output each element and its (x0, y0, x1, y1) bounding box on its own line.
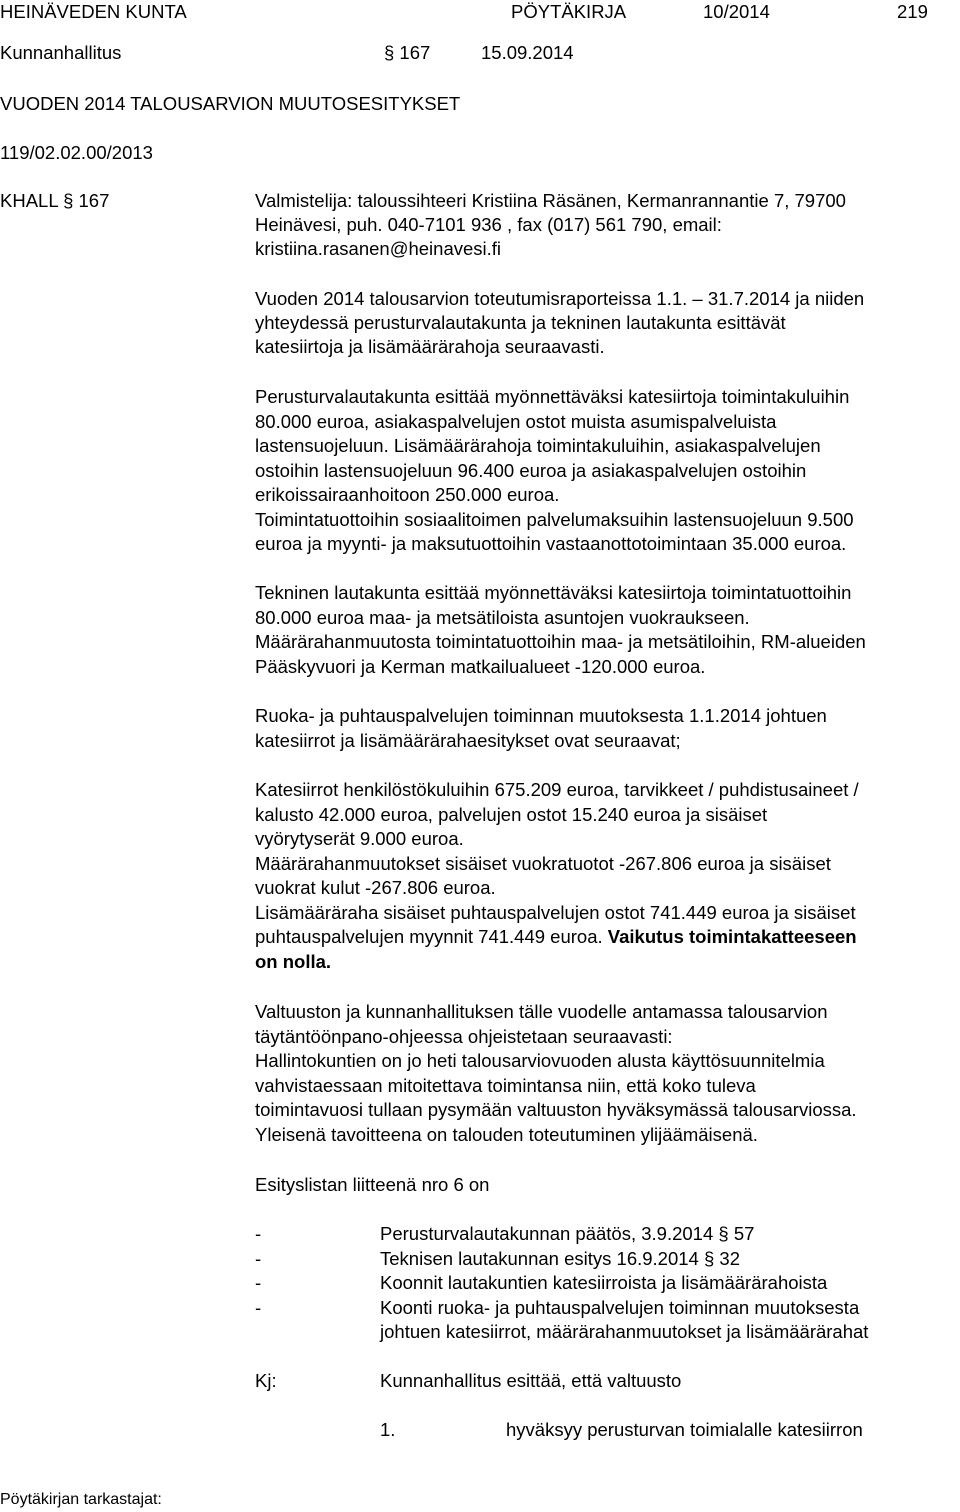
municipality-name: HEINÄVEDEN KUNTA (0, 1, 187, 22)
committee-name: Kunnanhallitus (0, 42, 122, 63)
text-line: Perusturvalautakunta esittää myönnettäväksi katesiirtoja toimintakuluihin (255, 386, 850, 407)
text-line: Lisämääräraha sisäiset puhtauspalvelujen ostot 741.449 euroa ja sisäiset (255, 901, 856, 923)
proposal-item-text: hyväksyy perusturvan toimialalle katesiirron (506, 1419, 863, 1440)
section-label: KHALL § 167 (0, 190, 110, 211)
text-line: Vuoden 2014 talousarvion toteutumisraporteissa 1.1. – 31.7.2014 ja niiden (255, 288, 865, 309)
text-line: 80.000 euroa maa- ja metsätiloista asuntojen vuokraukseen. (255, 606, 750, 628)
preparer-line: Heinävesi, puh. 040-7101 936 , fax (017) 561 790, email: (255, 214, 722, 235)
text-line: Määrärahanmuutokset sisäiset vuokratuotot -267.806 euroa ja sisäiset (255, 852, 831, 874)
section-number: § 167 (384, 42, 431, 63)
page-number: 219 (897, 1, 928, 22)
list-bullet: - (255, 1247, 262, 1269)
text-line: katesiirrot ja lisämäärärahaesitykset ovat seuraavat; (255, 729, 681, 751)
footer-reviewers: Pöytäkirjan tarkastajat: (0, 1491, 162, 1508)
list-bullet: - (255, 1223, 262, 1244)
text-line: Toimintatuottoihin sosiaalitoimen palvelumaksuihin lastensuojeluun 9.500 (255, 508, 854, 530)
text-line: yhteydessä perusturvalautakunta ja tekninen lautakunta esittävät (255, 312, 786, 333)
meeting-date: 15.09.2014 (481, 42, 574, 63)
text-line: vahvistaessaan mitoitettava toimintansa niin, että koko tuleva (255, 1074, 756, 1096)
record-id: 119/02.02.00/2013 (0, 142, 153, 163)
proposal-text: Kunnanhallitus esittää, että valtuusto (380, 1370, 682, 1391)
text-line: toimintavuosi tullaan pysymään valtuuston hyväksymässä talousarviossa. (255, 1099, 857, 1120)
text-emphasis: on nolla. (255, 950, 332, 972)
text-line: vyörytyserät 9.000 euroa. (255, 828, 464, 849)
doc-number: 10/2014 (703, 1, 770, 22)
text-line: Esityslistan liitteenä nro 6 on (255, 1174, 490, 1195)
preparer-line: Valmistelija: taloussihteeri Kristiina Räsänen, Kermanrannantie 7, 79700 (255, 190, 846, 211)
text-line: Määrärahanmuutosta toimintatuottoihin maa- ja metsätiloihin, RM-alueiden (255, 631, 866, 652)
text-line: Ruoka- ja puhtauspalvelujen toiminnan muutoksesta 1.1.2014 johtuen (255, 705, 827, 726)
text-line: ostoihin lastensuojeluun 96.400 euroa ja asiakaspalvelujen ostoihin (255, 459, 807, 481)
text-line: Tekninen lautakunta esittää myönnettäväksi katesiirtoja toimintatuottoihin (255, 582, 852, 603)
text-line: Valtuuston ja kunnanhallituksen tälle vuodelle antamassa talousarvion (255, 1001, 828, 1022)
preparer-email: kristiina.rasanen@heinavesi.fi (255, 238, 502, 259)
text-emphasis: Vaikutus toimintakatteeseen (607, 926, 857, 947)
text-line: Pääskyvuori ja Kerman matkailualueet -120.000 euroa. (255, 655, 706, 677)
text-line (255, 925, 955, 949)
list-bullet: - (255, 1296, 262, 1318)
attachment-item: Koonnit lautakuntien katesiirroista ja lisämäärärahoista (380, 1272, 828, 1293)
proposal-label: Kj: (255, 1370, 277, 1391)
text-line: Yleisenä tavoitteena on talouden toteutuminen ylijäämäisenä. (255, 1123, 758, 1145)
doc-type: PÖYTÄKIRJA (511, 1, 627, 22)
text-line: vuokrat kulut -267.806 euroa. (255, 877, 496, 898)
page-title: VUODEN 2014 TALOUSARVION MUUTOSESITYKSET (0, 93, 461, 114)
text-line: täytäntöönpano-ohjeessa ohjeistetaan seuraavasti: (255, 1025, 673, 1047)
text-line: euroa ja myynti- ja maksutuottoihin vastaanottotoimintaan 35.000 euroa. (255, 533, 847, 554)
attachment-item-continued: johtuen katesiirrot, määrärahanmuutokset ja lisämäärärahat (380, 1321, 869, 1342)
attachment-item: Teknisen lautakunnan esitys 16.9.2014 § 32 (380, 1247, 740, 1269)
text-line: 80.000 euroa, asiakaspalvelujen ostot muista asumispalveluista (255, 410, 777, 432)
list-bullet: - (255, 1272, 262, 1293)
attachment-item: Koonti ruoka- ja puhtauspalvelujen toiminnan muutoksesta (380, 1296, 860, 1318)
attachment-item: Perusturvalautakunnan päätös, 3.9.2014 § 57 (380, 1223, 755, 1244)
text-line: Katesiirrot henkilöstökuluihin 675.209 euroa, tarvikkeet / puhdistusaineet / (255, 779, 859, 800)
text-normal: puhtauspalvelujen myynnit 741.449 euroa. (255, 926, 603, 947)
text-line: kalusto 42.000 euroa, palvelujen ostot 15.240 euroa ja sisäiset (255, 803, 768, 825)
text-line: Hallintokuntien on jo heti talousarviovuoden alusta käyttösuunnitelmia (255, 1050, 825, 1071)
proposal-item-number: 1. (380, 1419, 396, 1440)
text-line: erikoissairaanhoitoon 250.000 euroa. (255, 484, 560, 505)
text-line: katesiirtoja ja lisämäärärahoja seuraavasti. (255, 336, 605, 357)
text-line: lastensuojeluun. Lisämäärärahoja toimintakuluihin, asiakaspalvelujen (255, 435, 821, 456)
